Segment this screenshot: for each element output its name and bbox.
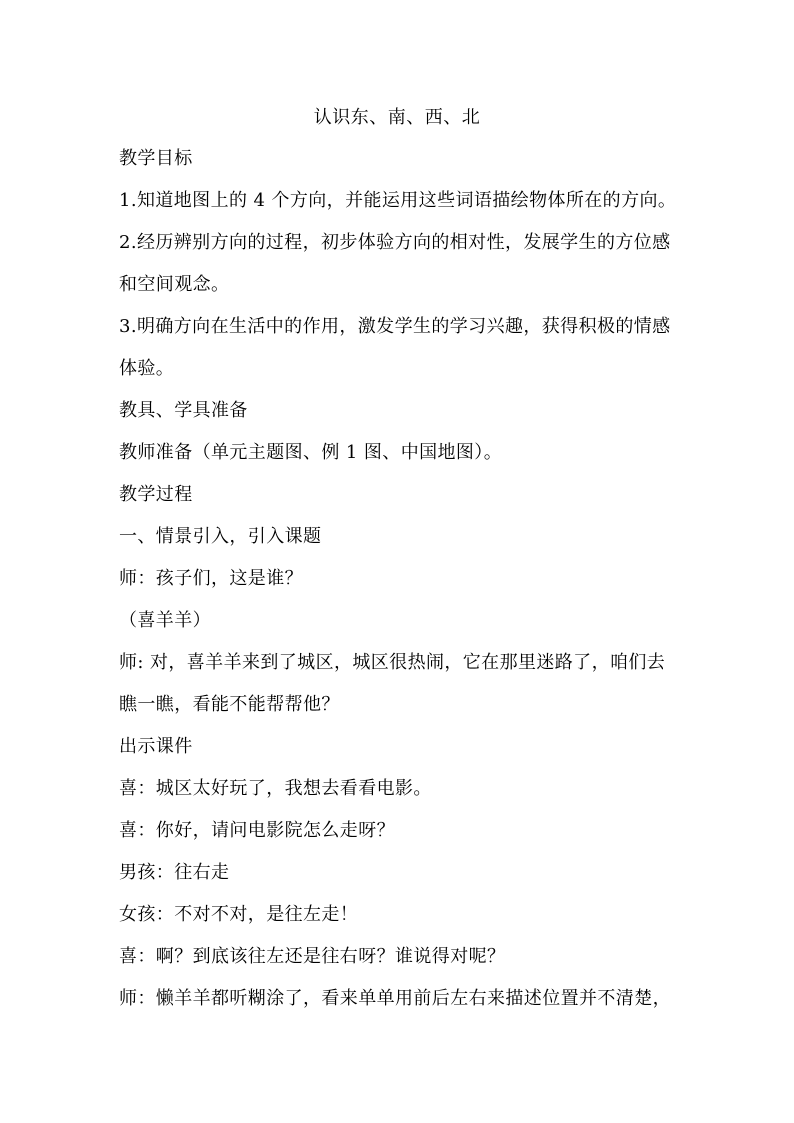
materials-text: 教师准备（单元主题图、例 1 图、中国地图）。 (119, 442, 503, 463)
dialogue-line: （喜羊羊） (119, 610, 211, 631)
objective-3-cont: 体验。 (119, 358, 175, 379)
objective-3: 3.明确方向在生活中的作用，激发学生的学习兴趣，获得积极的情感 (119, 316, 671, 337)
section-heading-objectives: 教学目标 (119, 148, 193, 169)
dialogue-line: 喜：你好，请问电影院怎么走呀？ (119, 820, 395, 841)
section-heading-process: 教学过程 (119, 484, 193, 505)
page-title: 认识东、南、西、北 (313, 107, 481, 128)
objective-1: 1.知道地图上的 4 个方向，并能运用这些词语描绘物体所在的方向。 (119, 190, 677, 211)
dialogue-line: 师：懒羊羊都听糊涂了，看来单单用前后左右来描述位置并不清楚， (119, 988, 671, 1009)
objective-2: 2.经历辨别方向的过程，初步体验方向的相对性，发展学生的方位感 (119, 232, 671, 253)
dialogue-line: 喜：城区太好玩了，我想去看看电影。 (119, 778, 432, 799)
dialogue-line-cont: 瞧一瞧，看能不能帮帮他？ (119, 694, 340, 715)
dialogue-line: 男孩：往右走 (119, 862, 230, 883)
dialogue-line: 师: 对，喜羊羊来到了城区，城区很热闹，它在那里迷路了，咱们去 (119, 652, 666, 673)
dialogue-line: 女孩：不对不对，是往左走！ (119, 904, 359, 925)
dialogue-line: 师：孩子们，这是谁？ (119, 568, 303, 589)
stage-direction: 出示课件 (119, 736, 193, 757)
objective-2-cont: 和空间观念。 (119, 274, 230, 295)
subsection-heading-intro: 一、情景引入，引入课题 (119, 526, 322, 547)
dialogue-line: 喜：啊？到底该往左还是往右呀？谁说得对呢？ (119, 946, 506, 967)
section-heading-materials: 教具、学具准备 (119, 400, 248, 421)
